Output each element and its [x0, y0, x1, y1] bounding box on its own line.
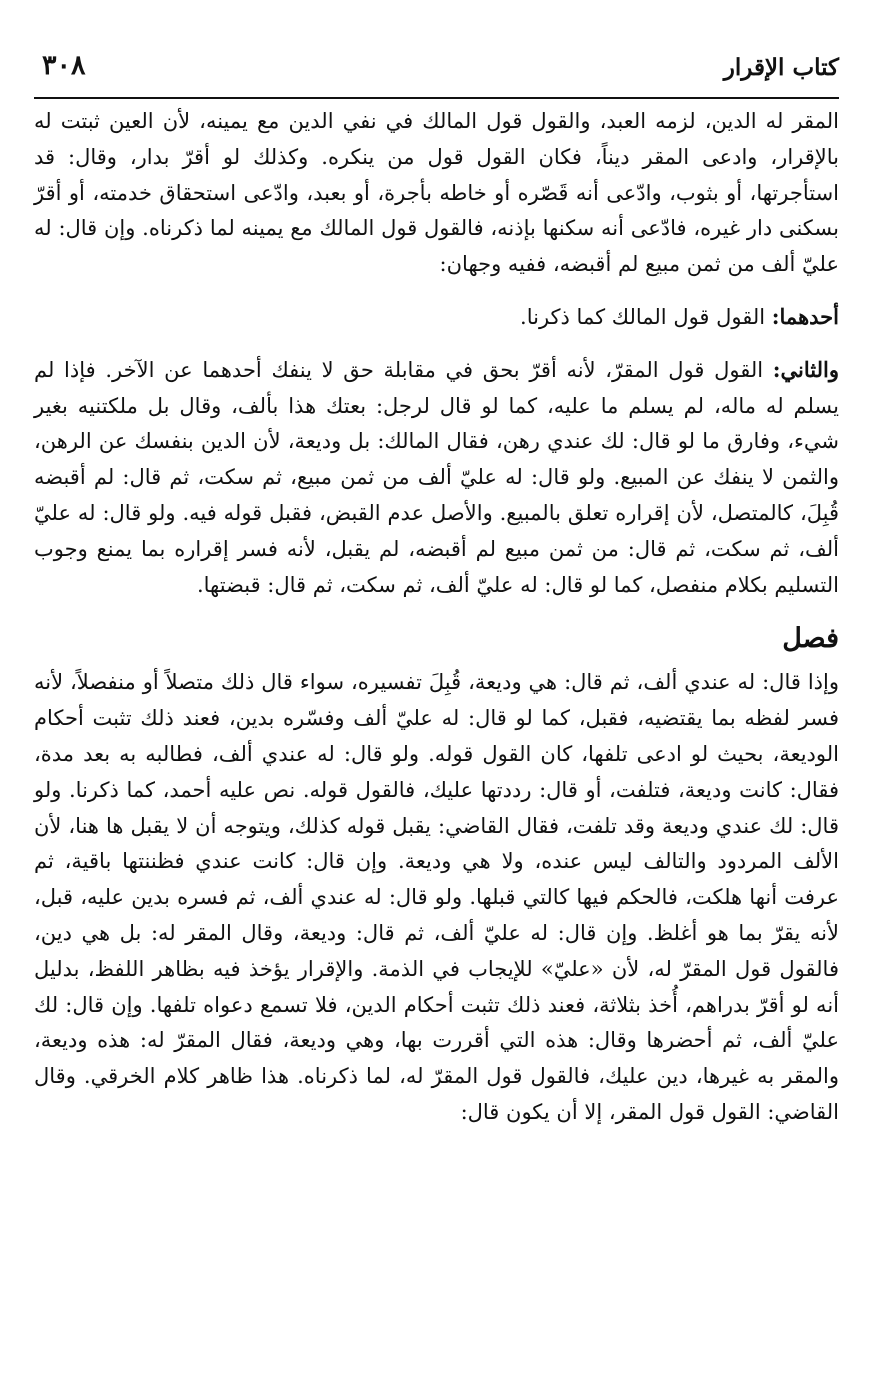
page-header	[34, 44, 839, 84]
page-number: ٣٠٨	[42, 50, 86, 81]
paragraph-1: المقر له الدين، لزمه العبد، والقول قول المالك في نفي الدين مع يمينه، لأن العين ثبتت له بالإقرار، وادعى المقر ديناً، فكان القول قول من ينكره. وكذلك لو أقرّ بدار، وقال: قد استأجرتها، أو بثوب، وادّعى أنه قَصّره أو خاطه بأجرة، أو بعبد، وادّعى استحقاق خدمته، أو أقرّ بسكنى دار غيره، فادّعى أنه سكنها بإذنه، فالقول قول المالك مع يمينه لما ذكرناه. وإن قال: له عليّ ألف من ثمن مبيع لم أقبضه، ففيه وجهان:	[34, 109, 839, 277]
paragraph-second-opinion	[34, 352, 839, 604]
paragraph-first-opinion	[34, 299, 839, 336]
second-opinion-label: والثاني:	[772, 356, 839, 382]
section-heading: فصل	[782, 623, 839, 655]
second-opinion-text: القول قول المقرّ، لأنه أقرّ بحق في مقابلة حق لا ينفك أحدهما عن الآخر. فإذا لم يسلم له ماله، لم يسلم ما عليه، كما لو قال لرجل: بعتك هذا بألف، وقال بل ملكتنيه بغير شيء، وفارق ما لو قال: لك عندي رهن، فقال المالك: بل وديعة، لأن الدين بنفسك عن الرهن، والثمن لا ينفك عن المبيع. ولو قال: له عليّ ألف من ثمن مبيع، ثم سكت، ثم قال: لم أقبضه قُبِلَ، كالمتصل، لأن إقراره تعلق بالمبيع. والأصل عدم القبض، فقبل قوله فيه. ولو قال: له عليّ ألف، ثم سكت، ثم قال: من ثمن مبيع لم أقبضه، لم يقبل، لأنه فسر إقراره بما يمنع وجوب التسليم بكلام منفصل، كما لو قال: له عليّ ألف، ثم سكت، ثم قال: قبضتها.	[34, 357, 839, 597]
paragraph-section: وإذا قال: له عندي ألف، ثم قال: هي وديعة، قُبِلَ تفسيره، سواء قال ذلك متصلاً أو منفصلاً، لأنه فسر لفظه بما يقتضيه، فقبل، كما لو قال: له عليّ ألف وفسّره بدين، فعند ذلك تثبت أحكام الوديعة، بحيث لو ادعى تلفها، كان القول قوله. ولو قال: له عندي ألف، فطالبه به بعد مدة، فقال: كانت وديعة، فتلفت، أو قال: رددتها عليك، فالقول قوله. نص عليه أحمد، كما ذكرنا. ولو قال: لك عندي وديعة وقد تلفت، فقال القاضي: يقبل قوله كذلك، ويتوجه أن لا يقبل ها هنا، لأن الألف المردود والتالف ليس عنده، ولا هي وديعة. وإن قال: كانت عندي فظننتها باقية، ثم عرفت أنها هلكت، فالحكم فيها كالتي قبلها. ولو قال: له عندي ألف، ثم فسره بدين عليه، قبل، لأنه يقرّ بما هو أغلظ. وإن قال: له عليّ ألف، ثم قال: وديعة، وقال المقر له: بل هي دين، فالقول قول المقرّ له، لأن «عليّ» للإيجاب في الذمة. والإقرار يؤخذ فيه بظاهر اللفظ، بدليل أنه لو أقرّ بدراهم، أُخذ بثلاثة، فعند ذلك تثبت أحكام الدين، فلا تسمع دعواه تلفها. وإن قال: لك عليّ ألف، ثم أحضرها وقال: هذه التي أقررت بها، وهي وديعة، فقال المقرّ له: هذه وديعة، والمقر به غيرها، دين عليك، فالقول قول المقرّ له، لما ذكرناه. هذا ظاهر كلام الخرقي. وقال القاضي: القول قول المقر، إلا أن يكون قال:	[34, 670, 839, 1124]
first-opinion-label: أحدهما:	[771, 303, 839, 329]
header-divider	[34, 97, 839, 99]
page-body	[34, 104, 839, 1131]
first-opinion-text: القول قول المالك كما ذكرنا.	[520, 304, 772, 329]
running-title: كتاب الإقرار	[723, 54, 839, 81]
